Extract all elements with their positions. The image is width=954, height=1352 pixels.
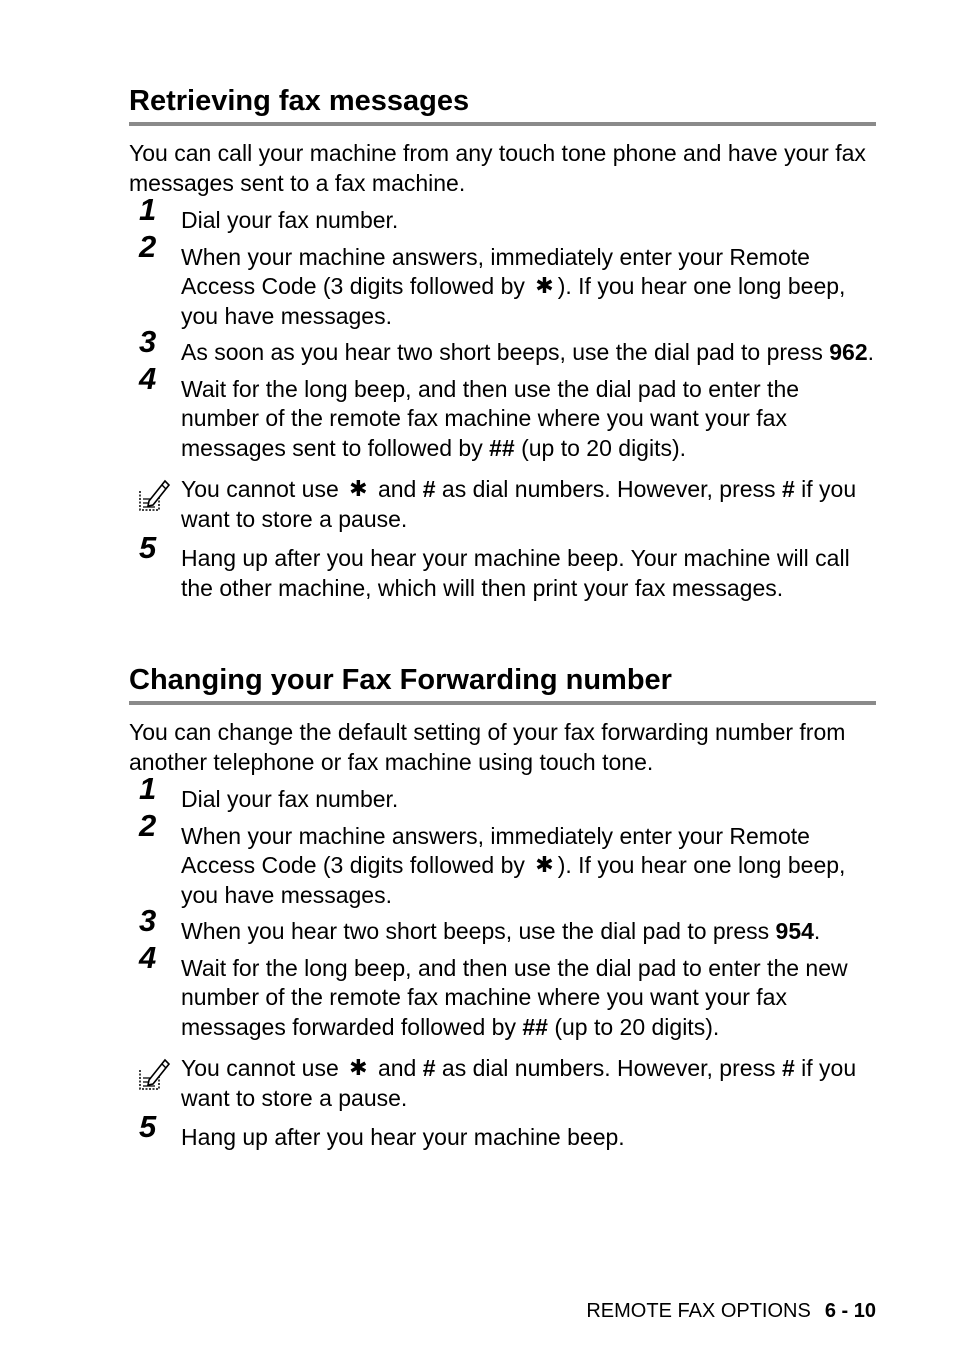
note-text: and (377, 1055, 417, 1081)
step-text: As soon as you hear two short beeps, use the dial pad to press (181, 339, 823, 365)
step-text: Dial your fax number. (181, 207, 399, 233)
step-text: Dial your fax number. (181, 786, 399, 812)
intro-text: You can call your machine from any touch tone phone and have your fax messages sent to a fax machine. (129, 140, 866, 196)
step-4 (129, 939, 876, 1043)
hash-key: # (422, 476, 436, 502)
key-sequence: 954 (775, 918, 814, 944)
key-sequence: ## (489, 434, 515, 461)
step-number: 2 (139, 228, 157, 264)
hash-key: # (781, 476, 795, 502)
step-text: When you hear two short beeps, use the dial pad to press (181, 918, 770, 944)
step-text: Hang up after you hear your machine beep. (181, 1124, 625, 1150)
note-text: You cannot use (181, 476, 339, 502)
note-text: if you want to store a pause. (181, 476, 857, 532)
step-number: 1 (139, 192, 157, 227)
intro-text: You can change the default setting of your fax forwarding number from another telephone or fax machine using touch tone. (129, 719, 846, 775)
section-changing-forwarding (129, 663, 876, 1160)
step-text: ). If you hear one long beep, you have messages. (181, 273, 846, 329)
step-2 (129, 807, 876, 911)
note-pencil-icon (137, 477, 171, 513)
step-3 (129, 324, 876, 368)
chapter-title: REMOTE FAX OPTIONS (586, 1300, 811, 1322)
note-pencil-icon (137, 1056, 171, 1092)
note (129, 1054, 876, 1113)
step-text: . (813, 918, 821, 944)
step-text: (up to 20 digits). (521, 434, 687, 461)
note-text: as dial numbers. However, press (441, 476, 776, 502)
step-number: 5 (139, 530, 157, 565)
step-number: 5 (139, 1109, 157, 1144)
step-text: ). If you hear one long beep, you have messages. (181, 852, 846, 908)
step-number: 3 (139, 324, 157, 359)
star-key-icon: ✱ (535, 852, 554, 877)
section-retrieving (129, 84, 876, 610)
note-text: if you want to store a pause. (181, 1055, 857, 1111)
key-sequence: 962 (829, 339, 868, 365)
step-1 (129, 192, 876, 236)
step-text: When your machine answers, immediately enter your Remote Access Code (3 digits followed by (181, 822, 810, 878)
star-key-icon: ✱ (535, 273, 554, 298)
step-text: (up to 20 digits). (554, 1013, 720, 1040)
step-text: . (867, 339, 874, 365)
section-title: Retrieving fax messages (129, 84, 876, 126)
step-text: Hang up after you hear your machine beep. Your machine will call the other machine, which will then print your fax messages. (181, 545, 850, 601)
note (129, 475, 876, 534)
step-text: Wait for the long beep, and then use the dial pad to enter the new number of the remote fax machine where you want your fax messages forwarded followed by (181, 954, 848, 1040)
step-number: 2 (139, 807, 157, 843)
note-text: as dial numbers. However, press (441, 1055, 776, 1081)
step-text: When your machine answers, immediately enter your Remote Access Code (3 digits followed by (181, 243, 810, 299)
star-key-icon: ✱ (349, 1055, 368, 1080)
hash-key: # (422, 1055, 436, 1081)
step-3 (129, 903, 876, 947)
step-number: 1 (139, 771, 157, 806)
step-number: 4 (139, 939, 157, 975)
note-text: You cannot use (181, 1055, 339, 1081)
note-text: and (377, 476, 417, 502)
key-sequence: ## (522, 1013, 548, 1040)
star-key-icon: ✱ (349, 476, 368, 501)
step-4 (129, 360, 876, 464)
step-number: 4 (139, 360, 157, 396)
section-title: Changing your Fax Forwarding number (129, 663, 876, 705)
hash-key: # (781, 1055, 795, 1081)
page-footer (586, 1299, 876, 1323)
step-5 (129, 530, 876, 603)
step-2 (129, 228, 876, 332)
page-number: 6 - 10 (824, 1300, 876, 1322)
step-5 (129, 1109, 876, 1153)
step-text: Wait for the long beep, and then use the dial pad to enter the number of the remote fax machine where you want your fax messages sent to followed by (181, 375, 800, 461)
step-number: 3 (139, 903, 157, 938)
step-1 (129, 771, 876, 815)
